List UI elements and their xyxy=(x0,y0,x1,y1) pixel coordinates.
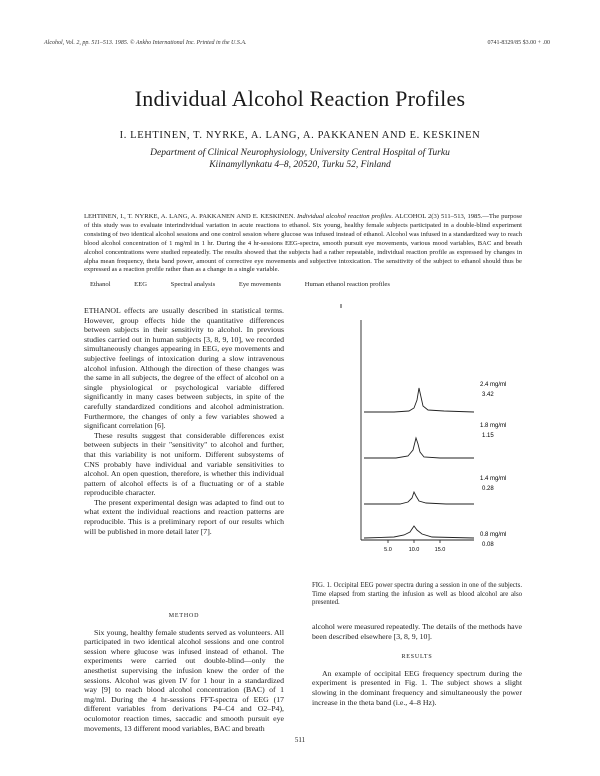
paragraph: The present experimental design was adapted to find out to what extent the individual reactions and reaction patterns are reproducible. This is a preliminary report of our results which will be published in more detail later [7]. xyxy=(84,497,284,536)
section-heading-method: METHOD xyxy=(168,613,200,619)
running-head-left: Alcohol, Vol. 2, pp. 511–513. 1985. © Ankho International Inc. Printed in the U.S.A. xyxy=(44,40,247,46)
abstract-body: —The purpose of this study was to evaluate interindividual variation in acute reactions to ethanol. Six young, healthy female subjects participated in a double-blind experiment consisting of two identical alcohol sessions and one control session where glucose was infused instead of ethanol. Alcohol was infused in a standardized way to reach blood alcohol concentration of 1 mg/ml in 1 hr. During the 4 hr-sessions EEG-spectra, smooth pursuit eye movements, various mood variables, BAC and breath alcohol concentrations were studied repeatedly. The results showed that the subjects had a rather repeatable, individual reaction profile as expressed by changes in alpha mean frequency, theta band power, amount of corrective eye movements and subjective intoxication. The sensitivity of the subject to ethanol should thus be expressed as a reaction profile rather than as a change in a single variable. xyxy=(84,213,522,274)
x-tick-label: 10.0 xyxy=(408,547,420,553)
figure-caption xyxy=(312,582,522,608)
left-column-method xyxy=(84,612,284,733)
page-number: 511 xyxy=(294,736,306,744)
keyword: EEG xyxy=(134,281,147,288)
paragraph: ETHANOL effects are usually described in statistical terms. However, group effects hide the quantitative differences between subjects in their sensitivity to alcohol. In previous studies carried out in human subjects [3, 8, 9, 10], we recorded simultaneously changes appearing in EEG, eye movements and subjective feelings of intoxication during a slow intravenous alcohol infusion. Although the direction of these changes was the same in all subjects, the degree of the effect of alcohol on a single physiological or psychological variable differed significantly in many cases between subjects, in spite of the carefully standardized conditions and alcohol administration. Furthermore, the changes of only a few variables showed a significant correlation [6]. xyxy=(84,306,284,431)
trace-label-time: 0.08 xyxy=(482,542,494,548)
keyword: Human ethanol reaction profiles xyxy=(304,281,390,288)
article-title: Individual Alcohol Reaction Profiles xyxy=(134,86,466,111)
trace-label-rate: 0.8 mg/ml xyxy=(480,532,507,538)
paragraph: Six young, healthy female students served as volunteers. All participated in two identical alcohol sessions and one control session where glucose was infused instead of ethanol. The experiments were carried out double-blind—only the anesthetist supervising the infusion knew the order of the sessions. Alcohol was given IV for 1 hour in a standardized way [9] to reach blood alcohol concentration (BAC) of 1 mg/ml. During the 4 hr-sessions FFT-spectra of EEG (17 different variables from derivations P4–C4 and O2–P4), oculomotor reaction times, saccadic and smooth pursuit eye movements, 13 different mood variables, BAC and breath xyxy=(84,627,284,733)
affiliation-line-2: Kiinamyllynkatu 4–8, 20520, Turku 52, Finland xyxy=(209,160,391,170)
section-heading-results: RESULTS xyxy=(401,654,433,661)
abstract-citation: ALCOHOL 2(3) 511–513, 1985. xyxy=(394,213,483,220)
caption-text: Occipital EEG power spectra during a session in one of the subjects. Time elapsed from starting the infusion as well as blood alcohol are also presented. xyxy=(312,582,523,607)
abstract xyxy=(84,213,522,275)
x-tick-label: 15.0 xyxy=(434,547,446,553)
caption-label: FIG. 1. xyxy=(312,582,332,589)
spectrum-trace xyxy=(364,438,474,458)
trace-label-rate: 2.4 mg/ml xyxy=(480,382,507,388)
keywords xyxy=(90,281,412,288)
spectrum-trace xyxy=(364,526,474,538)
abstract-authors: LEHTINEN, I., T. NYRKE, A. LANG, A. PAKKANEN AND E. KESKINEN. xyxy=(84,213,295,220)
paragraph: alcohol were measured repeatedly. The details of the methods have been described elsewhere [3, 8, 9, 10]. xyxy=(312,622,522,641)
author-list: I. LEHTINEN, T. NYRKE, A. LANG, A. PAKKANEN AND E. KESKINEN xyxy=(119,130,481,141)
paragraph: An example of occipital EEG frequency spectrum during the experiment is presented in Fig. 1. The subject shows a slight slowing in the dominant frequency and simultaneously the power increase in the theta band (i.e., 4–8 Hz). xyxy=(312,668,522,707)
paragraph: These results suggest that considerable differences exist between subjects in their "sensitivity" to alcohol and further, that this variability is not uniform. Different subsystems of CNS probably have individual and variable sensitivities to alcohol. An open question, therefore, is whether this individual pattern of alcohol effects is of a fluctuating or of a stable reproducible character. xyxy=(84,430,284,498)
spectrum-trace xyxy=(364,492,474,504)
keyword: Eye movements xyxy=(238,281,282,288)
running-head-right: 0741-8329/85 $3.00 + .00 xyxy=(487,40,550,46)
right-column-text xyxy=(312,622,522,707)
trace-label-rate: 1.4 mg/ml xyxy=(480,476,507,482)
affiliation xyxy=(0,147,600,171)
x-tick-label: 5.0 xyxy=(384,547,392,553)
trace-label-time: 3.42 xyxy=(482,392,494,398)
abstract-title: Individual alcohol reaction profiles. xyxy=(296,213,394,220)
keyword: Spectral analysis xyxy=(170,281,216,288)
trace-label-time: 0.28 xyxy=(482,486,494,492)
spectrum-trace xyxy=(364,388,474,412)
trace-label-rate: 1.8 mg/ml xyxy=(480,423,507,429)
left-column-intro xyxy=(84,306,284,536)
trace-label-time: 1.15 xyxy=(482,433,494,439)
eeg-spectra-figure xyxy=(334,300,514,576)
keyword: Ethanol xyxy=(90,281,111,288)
affiliation-line-1: Department of Clinical Neurophysiology, University Central Hospital of Turku xyxy=(150,148,450,158)
